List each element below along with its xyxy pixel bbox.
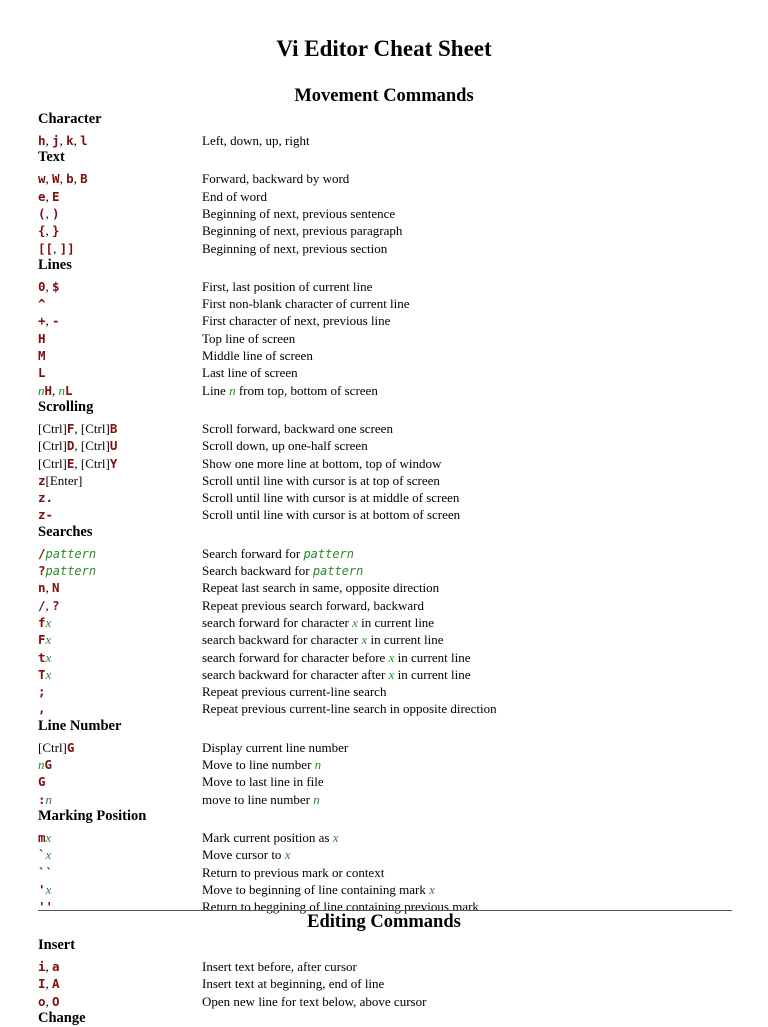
text: Return to previous mark or context [202, 864, 385, 880]
command-row [0, 562, 768, 579]
command-row [0, 132, 768, 149]
command-keys [38, 739, 74, 756]
command-description [202, 455, 441, 472]
variable: x [45, 666, 52, 682]
command-keys [38, 864, 53, 881]
command-row [0, 240, 768, 257]
command-keys [38, 700, 46, 717]
command-keys [38, 437, 117, 454]
text: Top line of screen [202, 330, 296, 346]
variable: x [332, 829, 339, 845]
text: Repeat previous current-line search in opposite direction [202, 701, 497, 717]
variable: n [38, 757, 45, 772]
command-description [202, 666, 471, 683]
text: move to line number [202, 791, 314, 807]
text: Scroll until line with cursor is at middle of screen [202, 490, 460, 506]
command-description [202, 545, 354, 563]
text: , [45, 580, 53, 596]
key: E [66, 455, 75, 471]
command-description [202, 993, 426, 1010]
key: z. [38, 490, 54, 506]
command-keys [38, 683, 46, 700]
text: , [Ctrl] [74, 420, 110, 436]
text: Open new line for text below, above cursor [202, 993, 427, 1009]
text: , [45, 205, 53, 221]
key: M [38, 348, 46, 363]
command-keys [38, 631, 51, 648]
key: ]] [59, 240, 75, 256]
text: Move cursor to [202, 847, 285, 863]
variable: x [361, 632, 368, 648]
key: l [80, 133, 88, 148]
command-description [202, 170, 349, 187]
variable: x [45, 881, 52, 897]
command-description [202, 222, 402, 239]
text: , [45, 171, 53, 187]
key: ? [38, 563, 46, 578]
key: ) [52, 205, 60, 221]
command-keys [38, 278, 60, 295]
group-heading: Character [38, 111, 102, 127]
command-row [0, 222, 768, 239]
key: - [52, 313, 60, 329]
key: / [38, 545, 46, 561]
section-divider [38, 910, 732, 911]
command-row [0, 506, 768, 523]
command-row [0, 975, 768, 992]
key: W [52, 171, 60, 187]
text: Move to last line in file [202, 774, 324, 790]
command-row [0, 631, 768, 648]
command-row [0, 455, 768, 472]
command-description [202, 881, 435, 898]
command-keys [38, 597, 60, 614]
command-description [202, 205, 395, 222]
key: G [38, 774, 46, 790]
variable: pattern [312, 564, 364, 578]
command-keys [38, 330, 46, 347]
command-keys [38, 382, 73, 399]
key: n [38, 580, 46, 596]
command-description [202, 683, 386, 700]
text: [Enter] [45, 472, 83, 488]
variable: n [229, 382, 236, 398]
command-description [202, 579, 439, 596]
command-keys [38, 846, 51, 863]
key: L [38, 365, 46, 381]
command-row [0, 545, 768, 562]
variable: x [45, 649, 52, 665]
key: T [38, 666, 46, 682]
key: w [38, 171, 46, 187]
group-heading: Change [38, 1009, 86, 1026]
command-row [0, 649, 768, 666]
command-description [202, 382, 378, 399]
text: from top, bottom of screen [235, 382, 378, 398]
text: search backward for character [202, 632, 362, 648]
command-row [0, 579, 768, 596]
text: , [73, 133, 81, 148]
variable: x [284, 847, 291, 863]
key: A [52, 976, 60, 992]
key: [[ [38, 240, 54, 256]
text: in current line [394, 649, 471, 665]
group-heading: Lines [38, 256, 72, 273]
command-keys [38, 506, 53, 523]
group-heading: Insert [38, 937, 76, 953]
command-row [0, 993, 768, 1010]
command-description [202, 773, 324, 790]
command-keys [38, 993, 60, 1010]
text: , [45, 188, 53, 204]
key: F [38, 632, 46, 648]
command-row [0, 958, 768, 975]
command-description [202, 829, 338, 846]
command-description [202, 278, 372, 295]
command-description [202, 975, 384, 992]
command-row [0, 278, 768, 295]
text: Repeat last search in same, opposite direction [202, 580, 440, 596]
text: , [45, 959, 53, 974]
command-description [202, 472, 440, 489]
command-keys [38, 170, 88, 187]
key: N [52, 580, 60, 596]
text: in current line [357, 614, 435, 630]
key: I [38, 976, 46, 992]
text: Insert text at beginning, end of line [202, 976, 385, 992]
text: Mark current position as [202, 829, 333, 845]
command-keys [38, 579, 60, 596]
command-row [0, 756, 768, 773]
key: b [66, 171, 74, 187]
text: First character of next, previous line [202, 313, 391, 329]
key: , [38, 701, 46, 717]
variable: pattern [45, 546, 97, 561]
key: '' [38, 899, 54, 915]
command-description [202, 364, 298, 381]
command-keys [38, 222, 60, 239]
command-description [202, 562, 363, 580]
command-keys [38, 472, 82, 489]
command-row [0, 420, 768, 437]
text: , [45, 993, 53, 1009]
command-keys [38, 312, 60, 329]
command-row [0, 295, 768, 312]
command-keys [38, 756, 52, 773]
key: $ [52, 278, 60, 294]
command-row [0, 472, 768, 489]
command-keys [38, 545, 96, 563]
text: , [53, 240, 60, 256]
command-description [202, 739, 348, 756]
command-description [202, 240, 387, 257]
text: , [45, 597, 53, 613]
group-heading: Line Number [38, 717, 122, 734]
variable: n [38, 382, 45, 398]
command-row [0, 437, 768, 454]
command-keys [38, 132, 88, 149]
command-row [0, 700, 768, 717]
key: G [44, 757, 53, 772]
command-row [0, 170, 768, 187]
command-description [202, 489, 459, 506]
command-description [202, 188, 267, 205]
command-description [202, 649, 471, 666]
text: Beginning of next, previous paragraph [202, 223, 403, 239]
command-row [0, 312, 768, 329]
key: a [52, 959, 60, 974]
key: j [52, 133, 60, 148]
text: Search forward for [202, 545, 304, 561]
key: ? [52, 597, 60, 613]
key: / [38, 597, 46, 613]
text: First non-blank character of current line [202, 296, 410, 312]
command-description [202, 631, 443, 648]
command-description [202, 506, 460, 523]
command-row [0, 773, 768, 790]
text: First, last position of current line [202, 278, 373, 294]
command-row [0, 188, 768, 205]
command-keys [38, 975, 60, 992]
text: search backward for character after [202, 666, 389, 682]
text: , [73, 171, 81, 187]
text: Beginning of next, previous section [202, 240, 388, 256]
command-keys [38, 666, 51, 683]
text: [Ctrl] [38, 438, 67, 454]
key: h [38, 133, 46, 148]
command-row [0, 829, 768, 846]
variable: pattern [45, 564, 97, 578]
command-description [202, 132, 310, 149]
command-row [0, 864, 768, 881]
command-keys [38, 420, 117, 437]
command-row [0, 364, 768, 381]
command-keys [38, 295, 46, 312]
text: Beginning of next, previous sentence [202, 205, 396, 221]
variable: n [313, 791, 320, 807]
key: `` [38, 864, 54, 880]
variable: x [45, 632, 52, 648]
key: F [66, 420, 75, 436]
key: ; [38, 684, 46, 700]
command-row [0, 739, 768, 756]
group-heading: Text [38, 149, 65, 166]
variable: x [429, 881, 435, 897]
key: z [38, 472, 46, 488]
key: { [38, 223, 46, 239]
group-heading: Scrolling [38, 398, 94, 415]
text: Display current line number [202, 739, 349, 755]
command-description [202, 347, 313, 364]
variable: x [352, 614, 358, 630]
key: ( [38, 205, 46, 221]
text: Middle line of screen [202, 348, 313, 363]
key: E [52, 188, 60, 204]
text: Scroll forward, backward one screen [202, 420, 393, 436]
command-row [0, 489, 768, 506]
variable: x [45, 847, 52, 863]
command-description [202, 791, 320, 808]
text: Forward, backward by word [202, 171, 350, 187]
variable: n [314, 757, 322, 772]
key: L [65, 382, 73, 398]
command-description [202, 437, 368, 454]
command-description [202, 312, 390, 329]
command-row [0, 846, 768, 863]
group-heading: Searches [38, 523, 93, 540]
command-row [0, 791, 768, 808]
command-description [202, 420, 393, 437]
text: Scroll down, up one-half screen [202, 438, 368, 454]
key: + [38, 313, 46, 329]
text: , [59, 171, 67, 187]
text: Insert text before, after cursor [202, 959, 357, 974]
key: : [38, 791, 46, 807]
text: Repeat previous search forward, backward [202, 597, 424, 613]
command-keys [38, 347, 46, 364]
variable: x [388, 666, 395, 682]
group-heading: Marking Position [38, 807, 147, 824]
text: [Ctrl] [38, 455, 67, 471]
command-description [202, 614, 434, 631]
key: B [109, 420, 118, 436]
key: t [38, 649, 46, 665]
text: Return to beggining of line containing previous mark [202, 899, 479, 915]
command-description [202, 700, 497, 717]
text: , [45, 278, 53, 294]
key: } [52, 223, 60, 239]
key: U [109, 438, 118, 454]
text: , [45, 133, 53, 148]
command-keys [38, 364, 46, 381]
text: , [45, 976, 53, 992]
command-keys [38, 240, 75, 257]
command-row [0, 347, 768, 364]
key: H [38, 330, 46, 346]
command-keys [38, 649, 51, 666]
key: ` [38, 847, 46, 863]
variable: x [45, 829, 52, 845]
text: End of word [202, 188, 267, 204]
text: Move to line number [202, 757, 315, 772]
text: Scroll until line with cursor is at top of screen [202, 472, 440, 488]
key: z- [38, 507, 54, 523]
key: H [44, 382, 53, 398]
command-row [0, 614, 768, 631]
page-title: Vi Editor Cheat Sheet [276, 36, 492, 61]
text: Left, down, up, right [202, 133, 310, 148]
command-keys [38, 773, 46, 790]
key: B [80, 171, 88, 187]
key: e [38, 188, 46, 204]
command-description [202, 597, 424, 614]
text: search forward for character [202, 614, 353, 630]
key: ^ [38, 296, 46, 312]
text: Scroll until line with cursor is at bottom of screen [202, 507, 461, 523]
text: , [45, 313, 53, 329]
key: Y [109, 455, 118, 471]
section-title: Movement Commands [294, 86, 474, 106]
command-keys [38, 829, 51, 846]
variable: n [58, 382, 66, 398]
text: in current line [367, 632, 444, 648]
text: , [52, 382, 59, 398]
command-keys [38, 881, 51, 898]
text: , [45, 223, 53, 239]
variable: n [45, 791, 53, 807]
key: f [38, 614, 46, 630]
section-title: Editing Commands [307, 912, 461, 932]
text: Repeat previous current-line search [202, 684, 387, 700]
command-keys [38, 791, 52, 808]
key: m [38, 829, 46, 845]
text: in current line [394, 666, 471, 682]
key: k [66, 133, 74, 148]
command-keys [38, 614, 51, 631]
text: Search backward for [202, 563, 313, 578]
key: o [38, 993, 46, 1009]
key: D [66, 438, 75, 454]
text: , [59, 133, 67, 148]
command-description [202, 756, 321, 773]
command-description [202, 295, 410, 312]
text: , [Ctrl] [74, 455, 110, 471]
text: Move to beginning of line containing mark [202, 881, 430, 897]
command-keys [38, 455, 117, 472]
command-keys [38, 958, 60, 975]
text: search forward for character before [202, 649, 389, 665]
command-row [0, 205, 768, 222]
key: 0 [38, 278, 46, 294]
variable: x [388, 649, 395, 665]
text: Line [202, 382, 230, 398]
text: Last line of screen [202, 365, 298, 381]
command-row [0, 683, 768, 700]
command-row [0, 597, 768, 614]
command-keys [38, 562, 96, 580]
command-row [0, 330, 768, 347]
key: ' [38, 881, 46, 897]
variable: pattern [303, 546, 355, 561]
command-description [202, 958, 357, 975]
key: G [66, 739, 75, 755]
text: Show one more line at bottom, top of window [202, 455, 442, 471]
command-keys [38, 205, 60, 222]
key: i [38, 959, 46, 974]
text: , [Ctrl] [74, 438, 110, 454]
command-description [202, 846, 290, 863]
text: [Ctrl] [38, 420, 67, 436]
variable: x [45, 614, 52, 630]
text: [Ctrl] [38, 739, 67, 755]
command-description [202, 330, 295, 347]
command-description [202, 864, 384, 881]
command-row [0, 881, 768, 898]
command-row [0, 382, 768, 399]
command-keys [38, 188, 60, 205]
key: O [52, 993, 60, 1009]
command-row [0, 666, 768, 683]
command-keys [38, 489, 53, 506]
